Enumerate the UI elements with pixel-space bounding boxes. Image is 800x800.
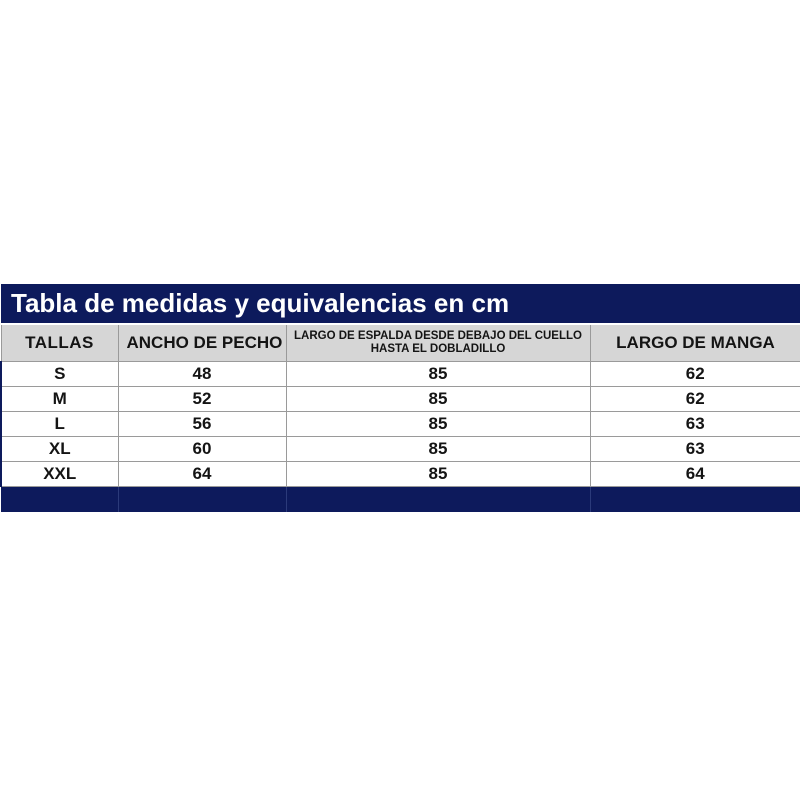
table-row: [1, 412, 800, 437]
cell-back-length: 85: [286, 412, 590, 437]
table-header-row: [1, 324, 800, 362]
cell-sleeve: 62: [590, 362, 800, 387]
cell-chest: 60: [118, 437, 286, 462]
header-back-length: [286, 324, 590, 362]
header-back-length-line2: HASTA EL DOBLADILLO: [370, 343, 506, 355]
header-chest-width: ANCHO DE PECHO: [118, 324, 286, 362]
cell-size: L: [1, 412, 118, 437]
footer-cell: [286, 487, 590, 513]
header-back-length-line1: LARGO DE ESPALDA DESDE DEBAJO DEL CUELLO: [294, 329, 582, 342]
header-size: TALLAS: [1, 324, 118, 362]
cell-sleeve: 64: [590, 462, 800, 487]
table-title: Tabla de medidas y equivalencias en cm: [1, 284, 800, 324]
cell-size: XL: [1, 437, 118, 462]
cell-size: M: [1, 387, 118, 412]
table-row: [1, 387, 800, 412]
cell-sleeve: 63: [590, 412, 800, 437]
cell-chest: 64: [118, 462, 286, 487]
header-sleeve-length: LARGO DE MANGA: [590, 324, 800, 362]
cell-back-length: 85: [286, 362, 590, 387]
table-title-row: [1, 284, 800, 324]
cell-back-length: 85: [286, 437, 590, 462]
table-row: [1, 362, 800, 387]
cell-chest: 56: [118, 412, 286, 437]
footer-cell: [1, 487, 118, 513]
size-chart-table: [0, 284, 800, 512]
footer-cell: [118, 487, 286, 513]
cell-size: S: [1, 362, 118, 387]
table-row: [1, 462, 800, 487]
table-row: [1, 437, 800, 462]
table-footer-row: [1, 487, 800, 513]
cell-sleeve: 62: [590, 387, 800, 412]
cell-back-length: 85: [286, 462, 590, 487]
footer-cell: [590, 487, 800, 513]
cell-sleeve: 63: [590, 437, 800, 462]
cell-chest: 48: [118, 362, 286, 387]
cell-back-length: 85: [286, 387, 590, 412]
cell-chest: 52: [118, 387, 286, 412]
cell-size: XXL: [1, 462, 118, 487]
